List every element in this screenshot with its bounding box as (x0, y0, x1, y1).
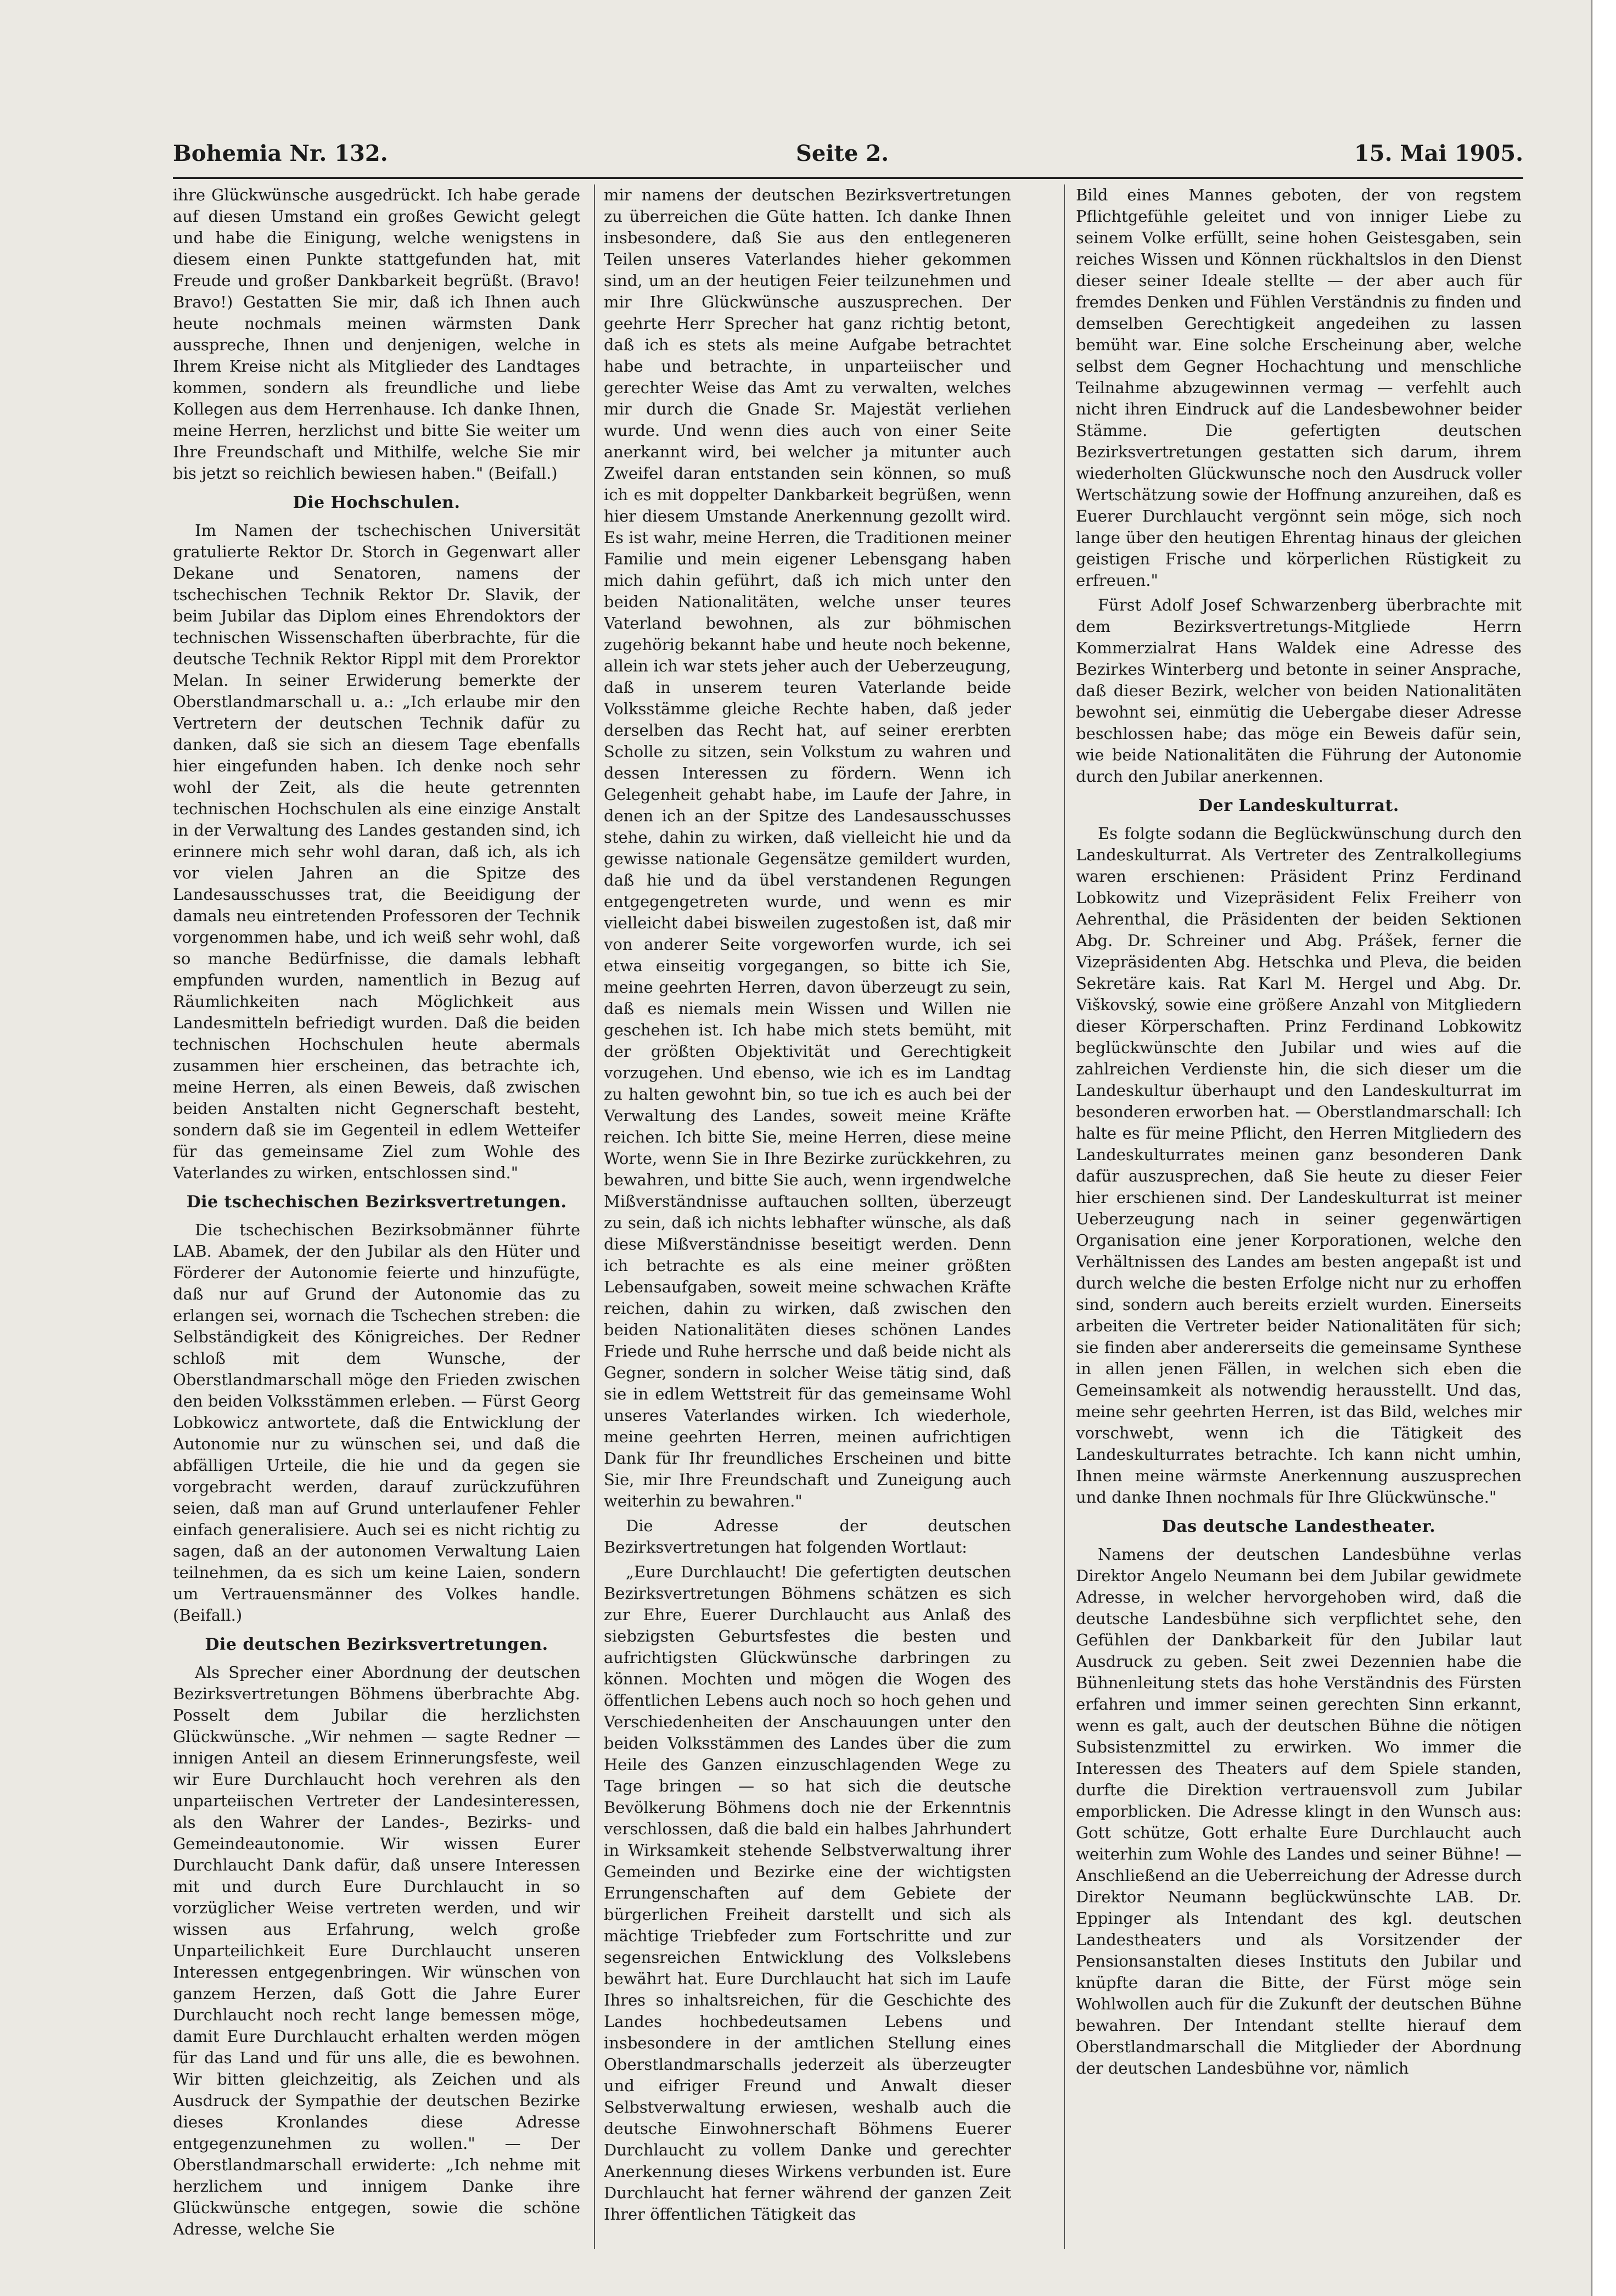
header-rule (173, 177, 1523, 179)
page-number: Seite 2. (796, 141, 889, 166)
column-divider (594, 184, 595, 2249)
scan-margin (1593, 0, 1616, 2296)
article-paragraph: Im Namen der tschechischen Universität gratulierte Rektor Dr. Storch in Gegenwart aller Dekane und Senatoren, namens der tschechischen Technik Rektor Dr. Slavik, der beim Jubilar das Diplom eines Ehrendoktors der technischen Wissenschaften überbrachte, für die deutsche Technik Rektor Rippl mit dem Prorektor Melan. In seiner Erwiderung bemerkte der Oberstlandmarschall u. a.: „Ich erlaube mir den Vertretern der deutschen Technik dafür zu danken, daß sie sich an diesem Tage ebenfalls hier eingefunden haben. Ich denke noch sehr wohl der Zeit, als die heute getrennten technischen Hochschulen als eine einzige Anstalt in der Verwaltung des Landes gestanden sind, ich erinnere mich sehr wohl daran, daß ich, als ich vor vielen Jahren an die Spitze des Landesausschusses trat, die Beeidigung der damals neu eintretenden Professoren der Technik vorgenommen habe, und ich weiß sehr wohl, daß so manche Bedürfnisse, die damals lebhaft empfunden wurden, namentlich in Bezug auf Räumlichkeiten nach Möglichkeit aus Landesmitteln befriedigt wurden. Daß die beiden technischen Hochschulen heute abermals zusammen hier erscheinen, das betrachte ich, meine Herren, als einen Beweis, daß zwischen beiden Anstalten nicht Gegnerschaft besteht, sondern daß sie im Gegenteil in edlem Wetteifer für das gemeinsame Ziel zum Wohle des Vaterlandes zu wirken, entschlossen sind." (173, 521, 580, 1182)
article-paragraph: Namens der deutschen Landesbühne verlas Direktor Angelo Neumann bei dem Jubilar gewidmete Adresse, in welcher hervorgehoben wird, daß die deutsche Landesbühne sich verpflichtet sehe, den Gefühlen der Dankbarkeit für den Jubilar laut Ausdruck zu geben. Seit zwei Dezennien habe die Bühnenleitung stets das hohe Verständnis des Fürsten erfahren und immer seinen gerechten Sinn erkannt, wenn es galt, auch der deutschen Bühne die nötigen Subsistenzmittel zu erwirken. Wo immer die Interessen des Theaters auf dem Spiele standen, durfte die Direktion vertrauensvoll zum Jubilar emporblicken. Die Adresse klingt in den Wunsch aus: Gott schütze, Gott erhalte Eure Durchlaucht auch weiterhin zum Wohle des Landes und seiner Bühne! — Anschließend an die Ueberreichung der Adresse durch Direktor Neumann beglückwünschte LAB. Dr. Eppinger als Intendant des kgl. deutschen Landestheaters und als Vorsitzender der Pensionsanstalten dieses Instituts den Jubilar und knüpfte daran die Bitte, der Fürst möge sein Wohlwollen auch für die Zukunft der deutschen Bühne bewahren. Der Intendant stellte hierauf dem Oberstlandmarschall die Mitglieder der Abordnung der deutschen Landesbühne vor, nämlich (1076, 1545, 1522, 2077)
article-paragraph: Als Sprecher einer Abordnung der deutschen Bezirksvertretungen Böhmens überbrachte Abg. Posselt dem Jubilar die herzlichsten Glückwünsche. „Wir nehmen — sagte Redner — innigen Anteil an diesem Erinnerungsfeste, weil wir Eure Durchlaucht hoch verehren als den unparteiischen Vertreter der Landesinteressen, als den Wahrer der Landes-, Bezirks- und Gemeindeautonomie. Wir wissen Eurer Durchlaucht Dank dafür, daß unsere Interessen mit und durch Eure Durchlaucht in so vorzüglicher Weise vertreten werden, und wir wissen aus Erfahrung, welch große Unparteilichkeit Eure Durchlaucht unseren Interessen entgegenbringen. Wir wünschen von ganzem Herzen, daß Gott die Jahre Eurer Durchlaucht noch recht lange bemessen möge, damit Eure Durchlaucht erhalten werden mögen für das Land und für uns alle, die es bewohnen. Wir bitten gleichzeitig, als Zeichen und als Ausdruck der Sympathie der deutschen Bezirke dieses Kronlandes diese Adresse entgegenzunehmen zu wollen." — Der Oberstlandmarschall erwiderte: „Ich nehme mit herzlichem und innigem Danke ihre Glückwünsche entgegen, sowie die schöne Adresse, welche Sie (173, 1663, 580, 2238)
section-heading: Die Hochschulen. (293, 493, 461, 512)
article-paragraph: Die tschechischen Bezirksobmänner führte LAB. Abamek, der den Jubilar als den Hüter und Förderer der Autonomie feierte und hinzufügte, daß nur auf Grund der Autonomie das zu erlangen sei, wornach die Tschechen streben: die Selbständigkeit des Königreiches. Der Redner schloß mit dem Wunsche, der Oberstlandmarschall möge den Frieden zwischen den beiden Volksstämmen erleben. — Fürst Georg Lobkowicz antwortete, daß die Entwicklung der Autonomie nur zu wünschen sei, und daß die abfälligen Urteile, die hie und da gegen sie vorgebracht werden, darauf zurückzuführen seien, daß man auf Grund unterlaufener Fehler einfach generalisiere. Auch sei es nicht richtig zu sagen, daß an der autonomen Verwaltung Laien teilnehmen, da es sich um keine Laien, sondern um Vertrauensmänner des Volkes handle. (Beifall.) (173, 1220, 580, 1625)
page-header (173, 137, 1523, 171)
section-heading: Das deutsche Landestheater. (1162, 1517, 1436, 1536)
article-paragraph: mir namens der deutschen Bezirksvertretungen zu überreichen die Güte hatten. Ich danke Ihnen insbesondere, daß Sie aus den entlegeneren Teilen unseres Vaterlandes hieher gekommen sind, um an der heutigen Feier teilzunehmen und mir Ihre Glückwünsche auszusprechen. Der geehrte Herr Sprecher hat ganz richtig betont, daß ich es stets als meine Aufgabe betrachtet habe und betrachte, in unparteiischer und gerechter Weise das Amt zu verwalten, welches mir durch die Gnade Sr. Majestät verliehen wurde. Und wenn dies auch von einer Seite anerkannt wird, bei welcher ja mitunter auch Zweifel daran entstanden sein können, so muß ich es mit doppelter Dankbarkeit begrüßen, wenn hier diesem Umstande Anerkennung gezollt wird. Es ist wahr, meine Herren, die Traditionen meiner Familie und mein eigener Lebensgang haben mich dahin geführt, daß ich mich unter den beiden Nationalitäten, welche unser teures Vaterland bewohnen, als zur böhmischen zugehörig bekannt habe und heute noch bekenne, allein ich war stets jeher auch der Ueberzeugung, daß in unserem teuren Vaterlande beide Volksstämme gleiche Rechte haben, daß jeder derselben das Recht hat, auf seiner ererbten Scholle zu sitzen, sein Volkstum zu wahren und dessen Interessen zu fördern. Wenn ich Gelegenheit gehabt habe, im Laufe der Jahre, in denen ich an der Spitze des Landesausschusses stehe, dahin zu wirken, daß vielleicht hie und da gewisse nationale Gegensätze gemildert wurden, daß hie und da übel verstandenen Regungen entgegengetreten wurde, und wenn es mir vielleicht dabei bisweilen zugestoßen ist, daß mir von anderer Seite vorgeworfen wurde, ich sei etwa einseitig vorgegangen, so bitte ich Sie, meine geehrten Herren, davon überzeugt zu sein, daß es niemals mein Wissen und Willen nie geschehen ist. Ich habe mich stets bemüht, mit der größten Objektivität und Gerechtigkeit vorzugehen. Und ebenso, wie ich es im Landtag zu halten gewohnt bin, so tue ich es auch bei der Verwaltung des Landes, soweit meine Kräfte reichen. Ich bitte Sie, meine Herren, diese meine Worte, wenn Sie in Ihre Bezirke zurückkehren, zu bewahren, und bitte Sie auch, wenn irgendwelche Mißverständnisse auftauchen sollten, überzeugt zu sein, daß ich nichts lebhafter wünsche, als daß diese Mißverständnisse beseitigt werden. Denn ich betrachte es als eine meiner größten Lebensaufgaben, soweit meine schwachen Kräfte reichen, dahin zu wirken, daß zwischen den beiden Nationalitäten dieses schönen Landes Friede und Ruhe herrsche und daß beide nicht als Gegner, sondern in solcher Weise tätig sind, daß sie in edlem Wettstreit für das gemeinsame Wohl unseres Vaterlandes wirken. Ich wiederhole, meine geehrten Herren, meinen aufrichtigen Dank für Ihr freundliches Erscheinen und bitte Sie, mir Ihre Freundschaft und Zuneigung auch weiterhin zu bewahren." (604, 186, 1011, 1510)
section-heading: Die deutschen Bezirksvertretungen. (205, 1635, 548, 1654)
article-paragraph: ihre Glückwünsche ausgedrückt. Ich habe gerade auf diesen Umstand ein großes Gewicht gelegt und habe die Einigung, welche wenigstens in diesem einen Punkte stattgefunden hat, mit Freude und großer Dankbarkeit begrüßt. (Bravo! Bravo!) Gestatten Sie mir, daß ich Ihnen auch heute nochmals meinen wärmsten Dank ausspreche, Ihnen und denjenigen, welche in Ihrem Kreise nicht als Mitglieder des Landtages kommen, sondern als freundliche und liebe Kollegen aus dem Herrenhause. Ich danke Ihnen, meine Herren, herzlichst und bitte Sie weiter um Ihre Freundschaft und Mithilfe, welche Sie mir bis jetzt so reichlich bewiesen haben." (Beifall.) (173, 186, 580, 483)
column-divider (1064, 184, 1065, 2249)
publication-issue: Bohemia Nr. 132. (173, 141, 388, 166)
article-paragraph: „Eure Durchlaucht! Die gefertigten deutschen Bezirksvertretungen Böhmens schätzen es sich zur Ehre, Euerer Durchlaucht aus Anlaß des siebzigsten Geburtsfestes die besten und aufrichtigsten Glückwünsche darbringen zu können. Mochten und mögen die Wogen des öffentlichen Lebens auch noch so hoch gehen und Verschiedenheiten der Anschauungen unter den beiden Volksstämmen des Landes über die zum Heile des Ganzen einzuschlagenden Wege zu Tage bringen — so hat sich die deutsche Bevölkerung Böhmens doch nie der Erkenntnis verschlossen, daß die bald ein halbes Jahrhundert in Wirksamkeit stehende Selbstverwaltung ihrer Gemeinden und Bezirke eine der wichtigsten Errungenschaften auf dem Gebiete der bürgerlichen Freiheit darstellt und sich als mächtige Triebfeder zum Fortschritte und zur segensreichen Entwicklung des Volkslebens bewährt hat. Eure Durchlaucht hat sich im Laufe Ihres so inhaltsreichen, für die Geschichte des Landes hochbedeutsamen Lebens und insbesondere in der amtlichen Stellung eines Oberstlandmarschalls jederzeit als überzeugter und eifriger Freund und Anwalt dieser Selbstverwaltung erwiesen, weshalb auch die deutsche Einwohnerschaft Böhmens Euerer Durchlaucht zu vollem Danke und gerechter Anerkennung dieses Wirkens verbunden ist. Eure Durchlaucht hat ferner während der ganzen Zeit Ihrer öffentlichen Tätigkeit das (604, 1563, 1011, 2224)
column-3 (1076, 184, 1522, 2249)
publication-date: 15. Mai 1905. (1354, 141, 1523, 166)
page-edge-line (1591, 0, 1592, 2296)
column-2 (604, 184, 1011, 2249)
column-1 (173, 184, 580, 2249)
section-heading: Die tschechischen Bezirksvertretungen. (186, 1192, 567, 1212)
article-paragraph: Die Adresse der deutschen Bezirksvertretungen hat folgenden Wortlaut: (604, 1516, 1011, 1556)
article-paragraph: Es folgte sodann die Beglückwünschung durch den Landeskulturrat. Als Vertreter des Zentralkollegiums waren erschienen: Präsident Prinz Ferdinand Lobkowitz und Vizepräsident Felix Freiherr von Aehrenthal, die Präsidenten der beiden Sektionen Abg. Dr. Schreiner und Abg. Prášek, ferner die Vizepräsidenten Abg. Hetschka und Pleva, die beiden Sekretäre kais. Rat Karl M. Hergel und Abg. Dr. Viškovský, sowie eine größere Anzahl von Mitgliedern dieser Körperschaften. Prinz Ferdinand Lobkowitz beglückwünschte den Jubilar und wies auf die zahlreichen Verdienste hin, die sich dieser um die Landeskultur überhaupt und den Landeskulturrat im besonderen erworben hat. — Oberstlandmarschall: Ich halte es für meine Pflicht, den Herren Mitgliedern des Landeskulturrates meinen ganz besonderen Dank dafür auszusprechen, daß Sie heute zu dieser Feier hier erschienen sind. Der Landeskulturrat ist meiner Ueberzeugung nach in seiner gegenwärtigen Organisation eine jener Korporationen, welche den Verhältnissen des Landes am besten angepaßt ist und durch welche die besten Erfolge nicht nur zu erhoffen sind, sondern auch bereits erzielt wurden. Einerseits arbeiten die Vertreter beider Nationalitäten für sich; sie finden aber andererseits die gemeinsame Synthese in allen jenen Fällen, in welchen sich eben die Gemeinsamkeit als notwendig herausstellt. Und das, meine sehr geehrten Herren, ist das Bild, welches mir vorschwebt, wenn ich die Tätigkeit des Landeskulturrates betrachte. Ich kann nicht umhin, Ihnen meine wärmste Anerkennung auszusprechen und danke Ihnen nochmals für Ihre Glückwünsche." (1076, 824, 1522, 1507)
section-heading: Der Landeskulturrat. (1198, 796, 1399, 815)
article-paragraph: Fürst Adolf Josef Schwarzenberg überbrachte mit dem Bezirksvertretungs-Mitgliede Herrn Kommerzialrat Hans Waldek eine Adresse des Bezirkes Winterberg und betonte in seiner Ansprache, daß dieser Bezirk, welcher von beiden Nationalitäten bewohnt sei, einmütig die Uebergabe dieser Adresse beschlossen habe; das möge ein Beweis dafür sein, wie beide Nationalitäten die Führung der Autonomie durch den Jubilar anerkennen. (1076, 596, 1522, 786)
article-paragraph: Bild eines Mannes geboten, der von regstem Pflichtgefühle geleitet und von inniger Liebe zu seinem Volke erfüllt, seine hohen Geistesgaben, sein reiches Wissen und Können rückhaltslos in den Dienst dieser seiner Ideale stellte — der aber auch für fremdes Denken und Fühlen Verständnis zu finden und demselben Gerechtigkeit angedeihen zu lassen bemüht war. Eine solche Erscheinung aber, welche selbst dem Gegner Hochachtung und menschliche Teilnahme abzugewinnen vermag — verfehlt auch nicht ihren Eindruck auf die Landesbewohner beider Stämme. Die gefertigten deutschen Bezirksvertretungen gestatten sich darum, ihrem wiederholten Glückwunsche noch den Ausdruck voller Wertschätzung sowie der Hoffnung anzureihen, daß es Euerer Durchlaucht vergönnt sein möge, sich noch lange über den heutigen Ehrentag hinaus der gleichen geistigen Frische und körperlichen Rüstigkeit zu erfreuen." (1076, 186, 1522, 590)
